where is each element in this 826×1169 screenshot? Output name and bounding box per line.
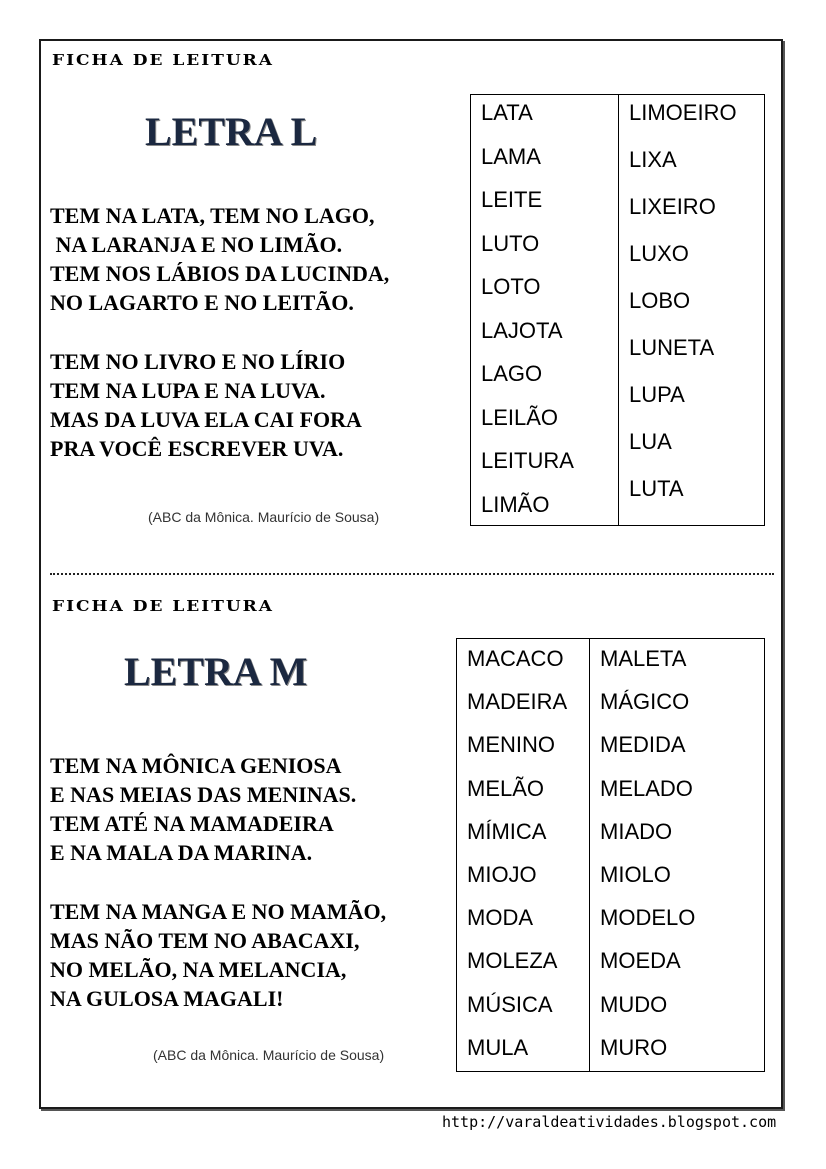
word: LUXO xyxy=(629,241,689,266)
word: MELÃO xyxy=(467,775,545,801)
word: LOBO xyxy=(629,288,691,313)
word-column-left xyxy=(457,639,589,1071)
word: LUNETA xyxy=(629,335,715,360)
word: MÚSICA xyxy=(467,991,553,1017)
stanza-gap xyxy=(50,317,389,347)
poem-line: NO MELÃO, NA MELANCIA, xyxy=(50,957,347,982)
stanza-gap xyxy=(50,867,386,897)
word: LUTO xyxy=(481,230,540,256)
poem-line: MAS NÃO TEM NO ABACAXI, xyxy=(50,928,360,953)
poem-line: TEM NA MÔNICA GENIOSA xyxy=(50,753,342,778)
sheet-m-word-table xyxy=(456,638,765,1072)
poem-line: NO LAGARTO E NO LEITÃO. xyxy=(50,290,354,315)
word: MIOJO xyxy=(467,862,537,887)
word: LAGO xyxy=(481,361,543,386)
footer-url: http://varaldeatividades.blogspot.com xyxy=(442,1113,777,1131)
sheet-l-word-table xyxy=(470,94,765,526)
word: LEITE xyxy=(481,187,543,212)
word: MOEDA xyxy=(600,948,681,974)
poem-line: TEM ATÉ NA MAMADEIRA xyxy=(50,811,334,836)
word: LUTA xyxy=(629,476,684,501)
poem-line: NA LARANJA E NO LIMÃO. xyxy=(50,232,343,257)
word: LIXA xyxy=(629,147,677,172)
word: MACACO xyxy=(467,646,564,671)
word: LUPA xyxy=(629,382,685,407)
sheet-l-letter-title: LETRA L xyxy=(145,109,318,154)
word: MODA xyxy=(467,905,533,931)
word: LEITURA xyxy=(481,448,574,473)
word: MADEIRA xyxy=(467,689,568,715)
poem-line: PRA VOCÊ ESCREVER UVA. xyxy=(50,436,344,461)
poem-line: E NAS MEIAS DAS MENINAS. xyxy=(50,782,357,807)
word: MEDIDA xyxy=(600,732,686,758)
sheet-m-poem xyxy=(50,751,386,1013)
word: LIMÃO xyxy=(481,491,550,517)
word: LEILÃO xyxy=(481,404,559,430)
poem-line: TEM NOS LÁBIOS DA LUCINDA, xyxy=(50,261,390,286)
word: MIOLO xyxy=(600,862,671,887)
word: LIMOEIRO xyxy=(629,100,737,125)
poem-line: TEM NA LUPA E NA LUVA. xyxy=(50,378,326,403)
sheet-l-header: FICHA DE LEITURA xyxy=(52,52,274,69)
word-column-right xyxy=(589,639,764,1071)
word: MALETA xyxy=(600,646,687,671)
word: MODELO xyxy=(600,905,696,931)
cut-divider xyxy=(50,573,774,575)
poem-line: TEM NO LIVRO E NO LÍRIO xyxy=(50,349,346,374)
word: MIADO xyxy=(600,818,673,844)
word: MULA xyxy=(467,1034,529,1060)
word: MÁGICO xyxy=(600,689,690,715)
sheet-l-poem xyxy=(50,201,389,463)
word: LATA xyxy=(481,100,533,125)
word: MÍMICA xyxy=(467,818,547,844)
word-column-right xyxy=(618,95,764,525)
sheet-m-credit: (ABC da Mônica. Maurício de Sousa) xyxy=(153,1047,385,1063)
poem-line: E NA MALA DA MARINA. xyxy=(50,840,313,865)
poem-line: TEM NA LATA, TEM NO LAGO, xyxy=(50,203,375,228)
word: LUA xyxy=(629,429,672,454)
word: LAMA xyxy=(481,143,541,169)
word: MOLEZA xyxy=(467,948,558,974)
word: LIXEIRO xyxy=(629,194,716,219)
sheet-m-letter-title: LETRA M xyxy=(124,649,308,694)
sheet-m-header: FICHA DE LEITURA xyxy=(52,598,274,615)
poem-line: MAS DA LUVA ELA CAI FORA xyxy=(50,407,362,432)
word: MELADO xyxy=(600,775,693,801)
poem-line: TEM NA MANGA E NO MAMÃO, xyxy=(50,899,387,924)
word: MUDO xyxy=(600,991,668,1017)
word-column-left xyxy=(471,95,618,525)
sheet-l-credit: (ABC da Mônica. Maurício de Sousa) xyxy=(148,509,380,525)
word: MENINO xyxy=(467,732,555,758)
word: LOTO xyxy=(481,274,541,299)
word: MURO xyxy=(600,1034,668,1060)
poem-line: NA GULOSA MAGALI! xyxy=(50,986,284,1011)
word: LAJOTA xyxy=(481,317,563,343)
